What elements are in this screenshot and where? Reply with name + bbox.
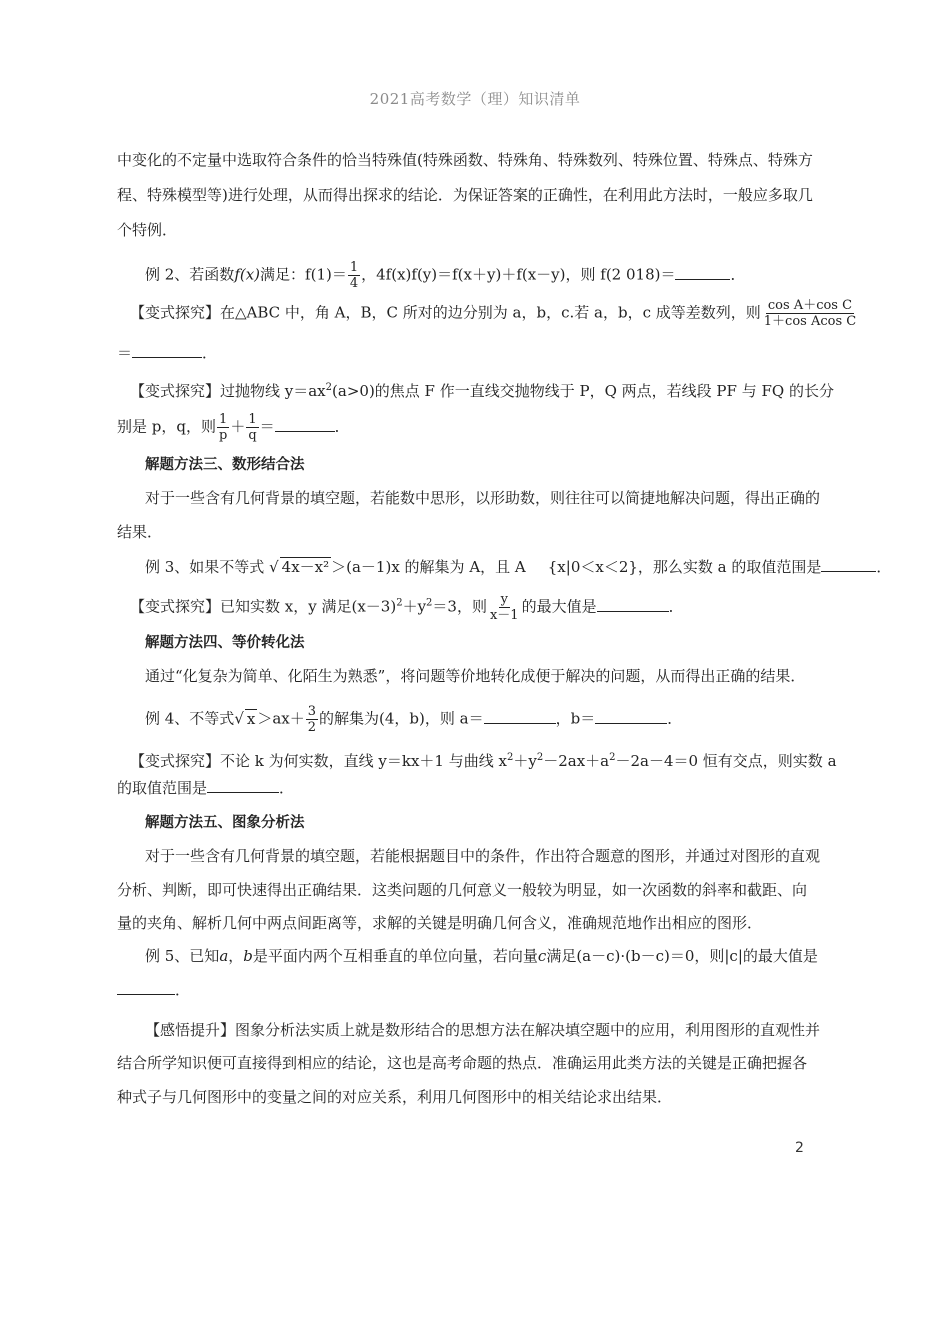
method-3-desc-1: 对于一些含有几何背景的填空题，若能数中思形，以形助数，则往往可以简捷地解决问题，得出正确的 xyxy=(145,489,821,507)
example-2 xyxy=(145,260,845,291)
method-5-title: 解题方法五、图象分析法 xyxy=(145,815,305,831)
example-2-f1: f(1)＝ xyxy=(305,265,347,284)
fraction-numerator: 1 xyxy=(349,260,359,275)
page-number: 2 xyxy=(795,1140,804,1156)
period: ． xyxy=(334,417,350,436)
variant-4-line-2-text: 的取值范围是 xyxy=(117,779,208,797)
answer-blank-b xyxy=(595,709,667,724)
example-5-line-1 xyxy=(145,946,845,966)
superscript: 2 xyxy=(325,382,333,393)
sqrt-content: x xyxy=(246,709,256,728)
page-header: 2021高考数学（理）知识清单 xyxy=(369,90,581,108)
variant-2b-prefix: 别是 p，q，则 xyxy=(117,417,216,436)
fraction-denominator: p xyxy=(218,428,228,443)
fraction-denominator: 4 xyxy=(349,276,359,291)
vector-c: c xyxy=(537,947,547,965)
fraction-numerator: 1 xyxy=(248,412,257,427)
variant-2b-line-1 xyxy=(130,378,834,401)
sqrt-icon: √ xyxy=(234,709,244,728)
period: ． xyxy=(279,779,295,797)
fraction-denominator: q xyxy=(248,428,257,443)
period: ． xyxy=(667,709,683,728)
fraction-numerator: cos A＋cos C xyxy=(767,298,853,313)
period: ． xyxy=(175,981,191,999)
variant-4-text-d: －2a－4＝0 恒有交点，则实数 a xyxy=(615,752,837,770)
example-5-line-2 xyxy=(117,980,817,1000)
answer-blank xyxy=(275,417,335,432)
fraction xyxy=(217,412,229,443)
insight-line-2: 结合所学知识便可直接得到相应的结论，这也是高考命题的热点．准确运用此类方法的关键是正确把握各 xyxy=(117,1054,808,1072)
vector-a: a xyxy=(219,947,229,965)
fraction-numerator: y xyxy=(500,592,508,607)
plus-sign: ＋ xyxy=(230,417,246,436)
fraction-denominator: 2 xyxy=(307,720,317,735)
equals-sign: ＝ xyxy=(259,417,275,436)
example-3 xyxy=(145,557,892,577)
variant-2b-text-b: (a>0)的焦点 F 作一直线交抛物线于 P，Q 两点，若线段 PF 与 FQ 的长分 xyxy=(332,382,834,400)
example-2-cond2: ，4f(x)f(y)＝f(x＋y)＋f(x－y)，则 f(2 018)＝ xyxy=(361,265,676,284)
variant-3-mid2: ＝3，则 xyxy=(432,597,487,616)
example-2-fx: f(x) xyxy=(234,265,261,284)
variant-2b-line-2 xyxy=(117,412,817,443)
period: ． xyxy=(876,558,892,576)
variant-3-mid: ＋y xyxy=(402,597,427,616)
sqrt-content: 4x－x² xyxy=(281,558,330,576)
method-4-title: 解题方法四、等价转化法 xyxy=(145,635,305,651)
comma: ， xyxy=(228,947,244,965)
intro-line-1: 中变化的不定量中选取符合条件的恰当特殊值(特殊函数、特殊角、特殊数列、特殊位置、特殊点、特殊方 xyxy=(117,151,813,169)
sqrt-icon: √ xyxy=(269,558,279,576)
variant-4-line-2 xyxy=(117,778,817,798)
example-4-suffix: 的解集为(4，b)，则 a＝ xyxy=(319,709,484,728)
equals-sign: ＝ xyxy=(117,344,133,362)
method-4-desc: 通过“化复杂为简单、化陌生为熟悉”，将问题等价地转化成便于解决的问题，从而得出正确的结果． xyxy=(145,667,806,685)
variant-2a-line-2 xyxy=(117,343,817,363)
superscript: 2 xyxy=(506,752,514,763)
period: ． xyxy=(730,265,746,284)
period: ． xyxy=(668,597,684,616)
variant-3 xyxy=(130,592,830,623)
example-3-middle: ＞(a－1)x 的解集为 A，且 A xyxy=(331,558,526,576)
variant-4-line-1 xyxy=(130,748,837,771)
variant-4-text-a: 【变式探究】不论 k 为何实数，直线 y＝kx＋1 与曲线 x xyxy=(130,752,507,770)
superscript: 2 xyxy=(426,597,433,609)
fraction xyxy=(762,298,858,329)
answer-blank xyxy=(821,557,876,572)
variant-3-suffix: 的最大值是 xyxy=(521,597,597,616)
answer-blank xyxy=(132,343,202,358)
fraction xyxy=(348,260,360,291)
example-4-mid: ＞ax＋ xyxy=(257,709,305,728)
example-5-mid: 是平面内两个互相垂直的单位向量，若向量 xyxy=(252,947,538,965)
superscript: 2 xyxy=(396,597,403,609)
example-3-prefix: 例 3、如果不等式 xyxy=(145,558,270,576)
fraction xyxy=(488,592,521,623)
method-5-desc-1: 对于一些含有几何背景的填空题，若能根据题目中的条件，作出符合题意的图形，并通过对图形的直观 xyxy=(145,847,821,865)
superscript: 2 xyxy=(609,752,616,763)
fraction-numerator: 1 xyxy=(219,412,228,427)
example-3-set: {x|0＜x＜2}，那么实数 a 的取值范围是 xyxy=(547,558,822,576)
insight-line-1: 【感悟提升】图象分析法实质上就是数形结合的思想方法在解决填空题中的应用，利用图形的直观性并 xyxy=(145,1021,821,1039)
example-2-prefix: 例 2、若函数 xyxy=(145,265,235,284)
fraction-denominator: x－1 xyxy=(489,608,519,623)
intro-line-2: 程、特殊模型等)进行处理，从而得出探求的结论．为保证答案的正确性，在利用此方法时，一般应多取几 xyxy=(117,186,813,204)
example-5-prefix: 例 5、已知 xyxy=(145,947,220,965)
example-4 xyxy=(145,704,845,735)
fraction-numerator: 3 xyxy=(307,704,317,719)
vector-b: b xyxy=(243,947,253,965)
answer-blank xyxy=(207,778,279,793)
example-5-cond: 满足(a－c)·(b－c)＝0，则|c|的最大值是 xyxy=(546,947,818,965)
answer-blank-a xyxy=(484,709,556,724)
method-3-title: 解题方法三、数形结合法 xyxy=(145,457,305,473)
method-5-desc-3: 量的夹角、解析几何中两点间距离等，求解的关键是明确几何含义，准确规范地作出相应的图形． xyxy=(117,914,763,932)
fraction-denominator: 1＋cos Acos C xyxy=(763,314,857,329)
example-2-cond1: 满足： xyxy=(260,265,306,284)
variant-2a-line-1 xyxy=(130,298,857,329)
insight-line-3: 种式子与几何图形中的变量之间的对应关系，利用几何图形中的相关结论求出结果． xyxy=(117,1088,673,1106)
fraction xyxy=(306,704,318,735)
method-5-desc-2: 分析、判断，即可快速得出正确结果．这类问题的几何意义一般较为明显，如一次函数的斜率和截距、向 xyxy=(117,881,808,899)
intro-line-3: 个特例． xyxy=(117,221,178,239)
answer-blank xyxy=(675,265,730,280)
method-3-desc-2: 结果． xyxy=(117,523,163,541)
answer-blank xyxy=(597,597,669,612)
period: ． xyxy=(202,344,218,362)
variant-3-prefix: 【变式探究】已知实数 x，y 满足(x－3) xyxy=(130,597,397,616)
answer-blank xyxy=(117,980,175,995)
variant-4-text-b: ＋y xyxy=(513,752,537,770)
superscript: 2 xyxy=(536,752,544,763)
variant-4-text-c: －2ax＋a xyxy=(543,752,610,770)
fraction xyxy=(246,412,258,443)
example-4-sep: ，b＝ xyxy=(555,709,596,728)
example-4-prefix: 例 4、不等式 xyxy=(145,709,235,728)
variant-2b-text-a: 【变式探究】过抛物线 y＝ax xyxy=(130,382,326,400)
variant-2a-text: 【变式探究】在△ABC 中，角 A，B，C 所对的边分别为 a，b，c.若 a，b，c 成等差数列，则 xyxy=(130,303,761,322)
